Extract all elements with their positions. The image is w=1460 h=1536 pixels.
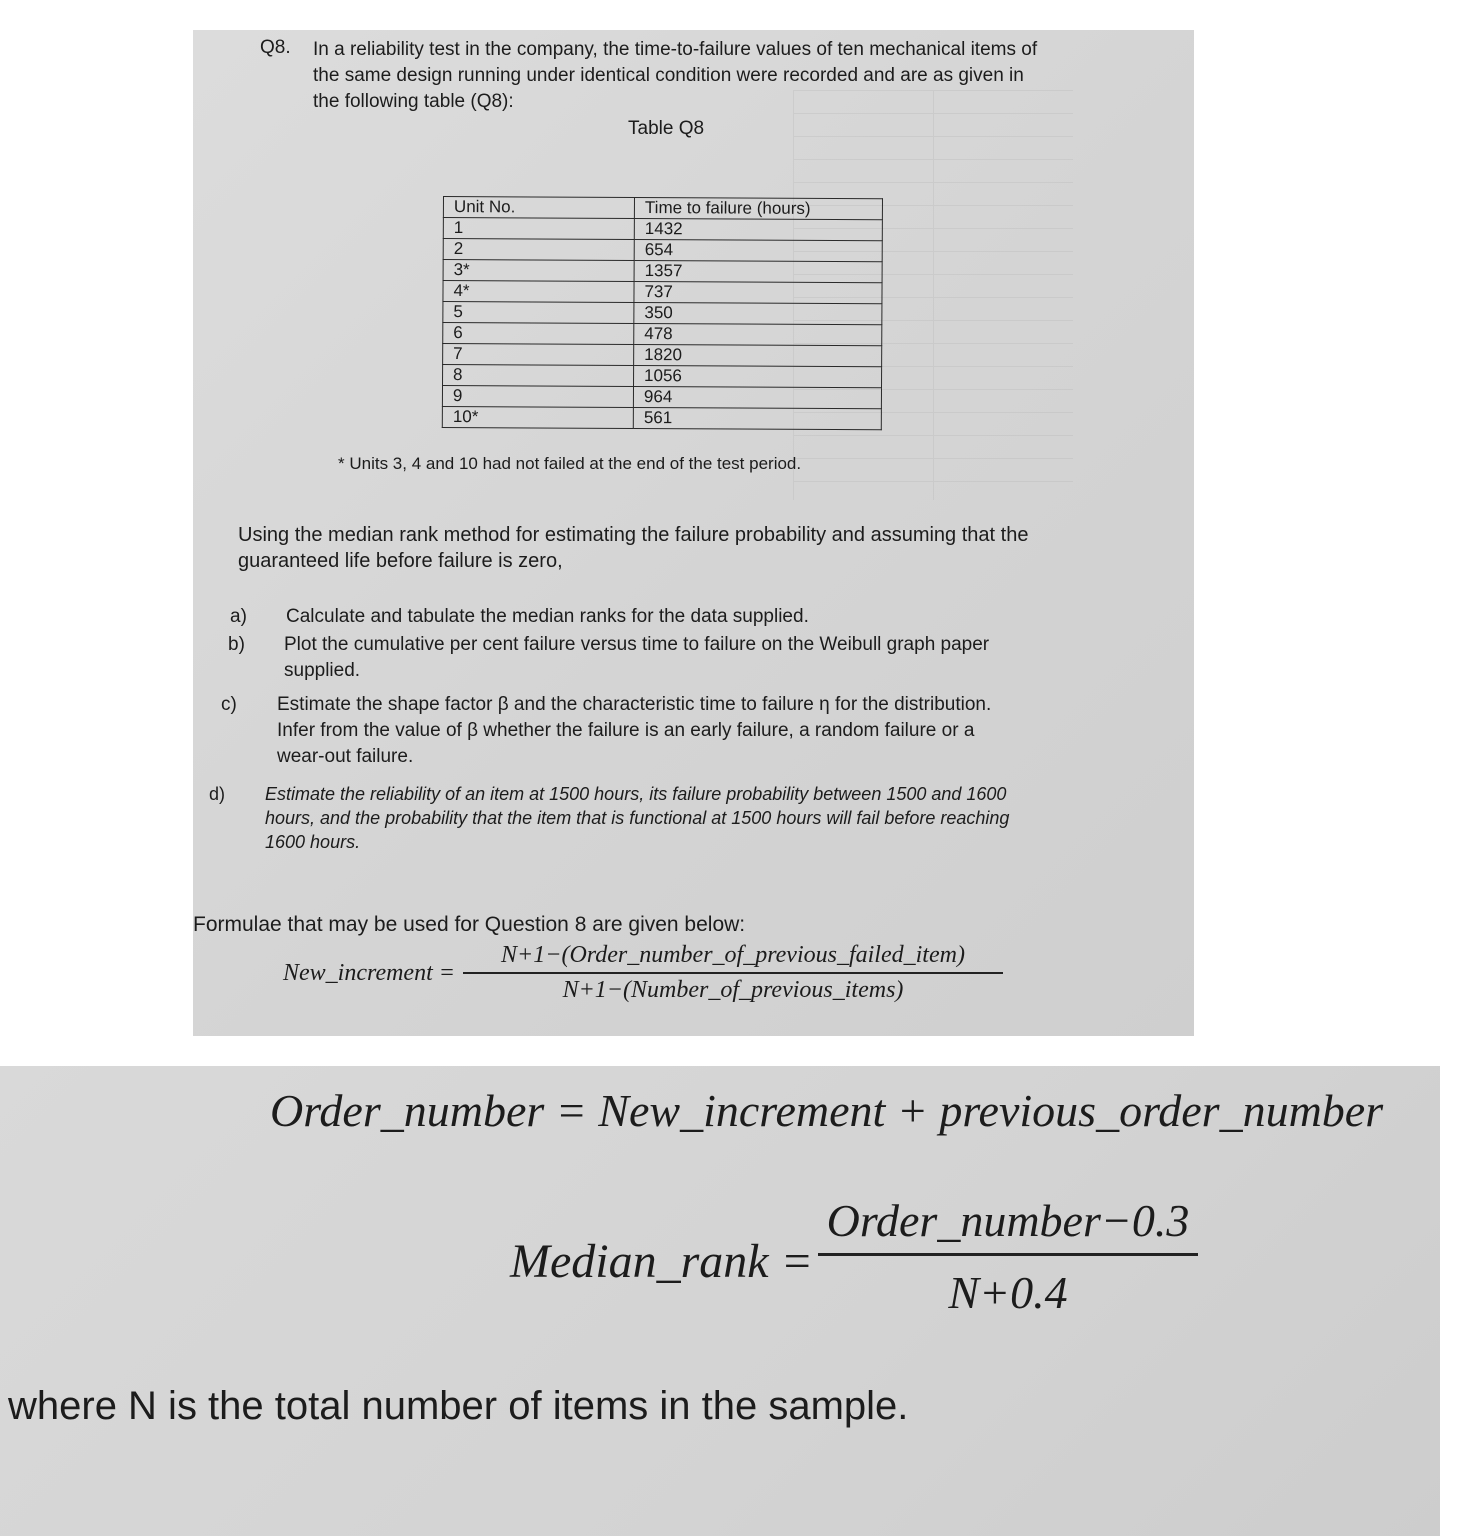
median-rank-denominator: N+0.4 bbox=[948, 1267, 1068, 1318]
task-text bbox=[284, 632, 1104, 684]
time-cell: 964 bbox=[633, 387, 881, 409]
where-note: where N is the total number of items in the sample. bbox=[8, 1384, 909, 1428]
task-label: a) bbox=[230, 606, 247, 627]
task-label: d) bbox=[209, 784, 226, 804]
unit-cell: 5 bbox=[443, 302, 634, 324]
unit-cell: 6 bbox=[443, 323, 634, 345]
table-header-row bbox=[443, 197, 882, 220]
time-cell: 1357 bbox=[634, 261, 882, 283]
table-row bbox=[443, 281, 882, 304]
table-footnote: * Units 3, 4 and 10 had not failed at the end of the test period. bbox=[338, 454, 802, 473]
task-label: b) bbox=[228, 634, 245, 655]
unit-cell: 10* bbox=[442, 406, 633, 428]
table-row bbox=[443, 344, 882, 367]
formulae-page bbox=[0, 1066, 1440, 1536]
fraction-bar bbox=[463, 972, 1003, 974]
unit-cell: 9 bbox=[442, 386, 633, 408]
time-cell: 478 bbox=[634, 324, 882, 346]
time-cell: 654 bbox=[634, 240, 882, 262]
time-cell: 350 bbox=[634, 303, 882, 325]
new-increment-denominator: N+1−(Number_of_previous_items) bbox=[562, 977, 904, 1003]
task-label: c) bbox=[221, 694, 237, 715]
method-line: Using the median rank method for estimating the failure probability and assuming that the bbox=[238, 524, 1029, 546]
table-row bbox=[443, 302, 882, 325]
new-increment-fraction bbox=[463, 942, 1003, 1004]
unit-cell: 3* bbox=[443, 260, 634, 282]
new-increment-lhs: New_increment = bbox=[283, 960, 455, 986]
time-cell: 737 bbox=[634, 282, 882, 304]
intro-line: In a reliability test in the company, the time-to-failure values of ten mechanical items of bbox=[313, 39, 1038, 60]
table-caption: Table Q8 bbox=[628, 118, 705, 139]
task-text bbox=[286, 604, 1106, 630]
unit-cell: 8 bbox=[443, 365, 634, 387]
fraction-bar bbox=[818, 1253, 1198, 1256]
table-row bbox=[443, 260, 882, 283]
intro-line: the same design running under identical condition were recorded and are as given in bbox=[313, 65, 1024, 86]
new-increment-numerator: N+1−(Order_number_of_previous_failed_item) bbox=[501, 942, 965, 968]
task-line: 1600 hours. bbox=[265, 832, 361, 852]
task-line: Estimate the shape factor β and the characteristic time to failure η for the distribution. bbox=[277, 694, 992, 715]
question-number: Q8. bbox=[260, 37, 291, 58]
question-intro bbox=[313, 37, 1113, 115]
table-row bbox=[442, 386, 881, 409]
time-cell: 1432 bbox=[634, 219, 882, 241]
unit-cell: 7 bbox=[443, 344, 634, 366]
task-line: Calculate and tabulate the median ranks for the data supplied. bbox=[286, 606, 809, 627]
task-text bbox=[265, 782, 1085, 854]
time-cell: 561 bbox=[633, 407, 881, 429]
table-row bbox=[443, 365, 882, 388]
task-line: Plot the cumulative per cent failure versus time to failure on the Weibull graph paper bbox=[284, 634, 990, 655]
task-line: Estimate the reliability of an item at 1500 hours, its failure probability between 1500 and 1600 bbox=[265, 784, 1007, 804]
method-statement bbox=[238, 522, 1098, 574]
order-number-formula: Order_number = New_increment + previous_order_number bbox=[270, 1085, 1384, 1136]
table-row bbox=[443, 323, 882, 346]
method-line: guaranteed life before failure is zero, bbox=[238, 550, 563, 572]
median-rank-numerator: Order_number−0.3 bbox=[826, 1195, 1190, 1246]
median-rank-lhs: Median_rank = bbox=[510, 1235, 813, 1288]
task-text bbox=[277, 692, 1097, 770]
unit-cell: 2 bbox=[443, 239, 634, 261]
header-unit-no: Unit No. bbox=[443, 197, 634, 219]
table-row bbox=[443, 218, 882, 241]
question-page bbox=[193, 30, 1194, 1036]
intro-line: the following table (Q8): bbox=[313, 91, 514, 112]
task-line: hours, and the probability that the item that is functional at 1500 hours will fail before reaching bbox=[265, 808, 1010, 828]
task-line: wear-out failure. bbox=[277, 746, 414, 767]
header-time-to-failure: Time to failure (hours) bbox=[634, 198, 882, 220]
failure-data-table bbox=[442, 196, 883, 430]
table-row bbox=[442, 406, 881, 429]
unit-cell: 1 bbox=[443, 218, 634, 240]
task-line: Infer from the value of β whether the failure is an early failure, a random failure or a bbox=[277, 720, 975, 741]
time-cell: 1820 bbox=[634, 345, 882, 367]
table-row bbox=[443, 239, 882, 262]
unit-cell: 4* bbox=[443, 281, 634, 303]
time-cell: 1056 bbox=[634, 366, 882, 388]
task-line: supplied. bbox=[284, 660, 361, 681]
median-rank-fraction bbox=[818, 1194, 1198, 1319]
formulae-intro: Formulae that may be used for Question 8 are given below: bbox=[193, 913, 746, 936]
